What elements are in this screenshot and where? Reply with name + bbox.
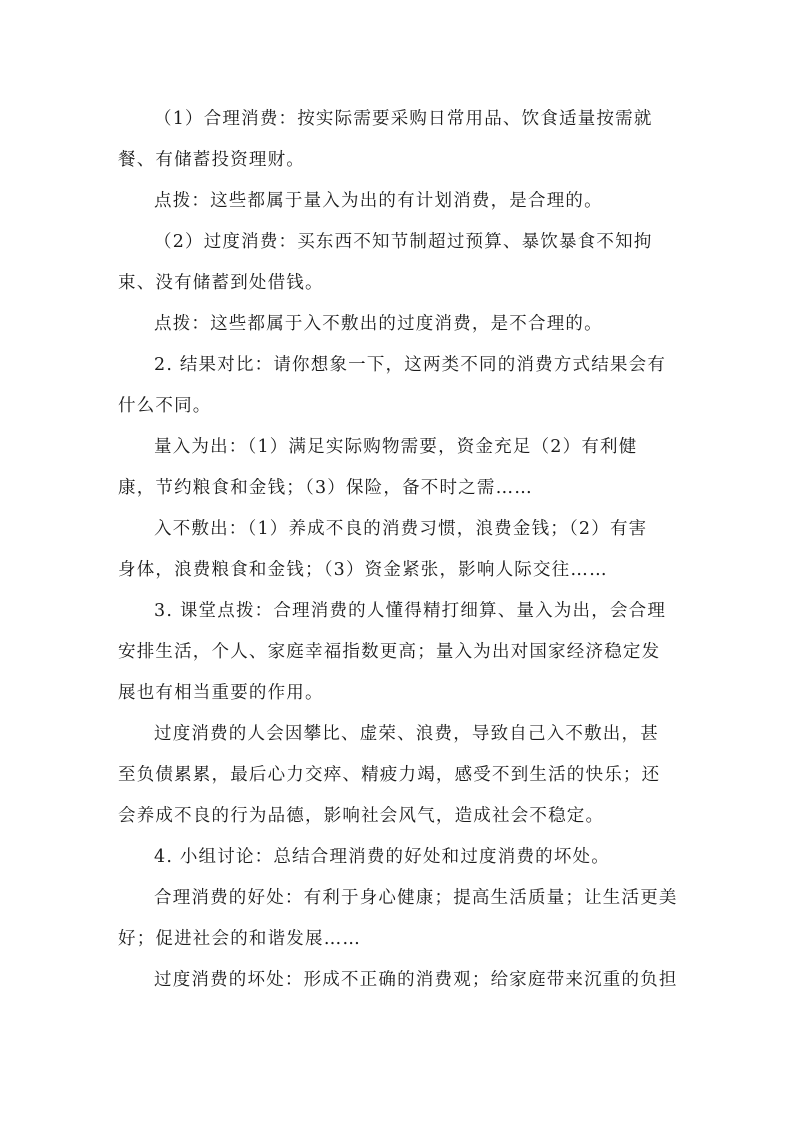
paragraph-result-comparison [118, 345, 678, 427]
paragraph-excessive-effects [118, 714, 678, 837]
text-line: （1）合理消费：按实际需要采购日常用品、饮食适量按需就 [154, 109, 653, 129]
text-line: 安排生活，个人、家庭幸福指数更高；量入为出对国家经济稳定发 [118, 642, 661, 662]
paragraph-live-within-means [118, 427, 678, 509]
text-line: 康，节约粮食和金钱；（3）保险，备不时之需…… [118, 478, 533, 498]
text-line: 合理消费的好处：有利于身心健康；提高生活质量；让生活更美 [154, 888, 678, 908]
text-line: 展也有相当重要的作用。 [118, 683, 324, 703]
text-line: 什么不同。 [118, 396, 212, 416]
text-line: （2）过度消费：买东西不知节制超过预算、暴饮暴食不知拘 [154, 232, 653, 252]
text-line: 入不敷出：（1）养成不良的消费习惯，浪费金钱；（2）有害 [154, 519, 648, 539]
text-line: 点拨：这些都属于入不敷出的过度消费，是不合理的。 [154, 314, 603, 334]
text-line: 2. 结果对比：请你想象一下，这两类不同的消费方式结果会有 [154, 355, 667, 375]
paragraph-group-discussion [118, 837, 678, 878]
paragraph-note-rational [118, 181, 678, 222]
text-line: 过度消费的坏处：形成不正确的消费观；给家庭带来沉重的负担 [154, 970, 678, 990]
paragraph-benefits [118, 878, 678, 960]
text-line: 身体，浪费粮食和金钱；（3）资金紧张，影响人际交往…… [118, 560, 608, 580]
paragraph-harms [118, 960, 678, 1001]
text-line: 至负债累累，最后心力交瘁、精疲力竭，感受不到生活的快乐；还 [118, 765, 661, 785]
paragraph-rational-consumption [118, 99, 678, 181]
document-body [118, 99, 678, 1001]
text-line: 束、没有储蓄到处借钱。 [118, 273, 324, 293]
paragraph-excessive-consumption [118, 222, 678, 304]
text-line: 好；促进社会的和谐发展…… [118, 929, 362, 949]
text-line: 过度消费的人会因攀比、虚荣、浪费，导致自己入不敷出，甚 [154, 724, 659, 744]
text-line: 会养成不良的行为品德，影响社会风气，造成社会不稳定。 [118, 806, 605, 826]
paragraph-overspending [118, 509, 678, 591]
text-line: 餐、有储蓄投资理财。 [118, 150, 305, 170]
text-line: 3. 课堂点拨：合理消费的人懂得精打细算、量入为出，会合理 [154, 601, 667, 621]
text-line: 点拨：这些都属于量入为出的有计划消费，是合理的。 [154, 191, 603, 211]
paragraph-classroom-guidance [118, 591, 678, 714]
text-line: 4. 小组讨论：总结合理消费的好处和过度消费的坏处。 [154, 847, 610, 867]
text-line: 量入为出：（1）满足实际购物需要，资金充足（2）有利健 [154, 437, 638, 457]
paragraph-note-excessive [118, 304, 678, 345]
